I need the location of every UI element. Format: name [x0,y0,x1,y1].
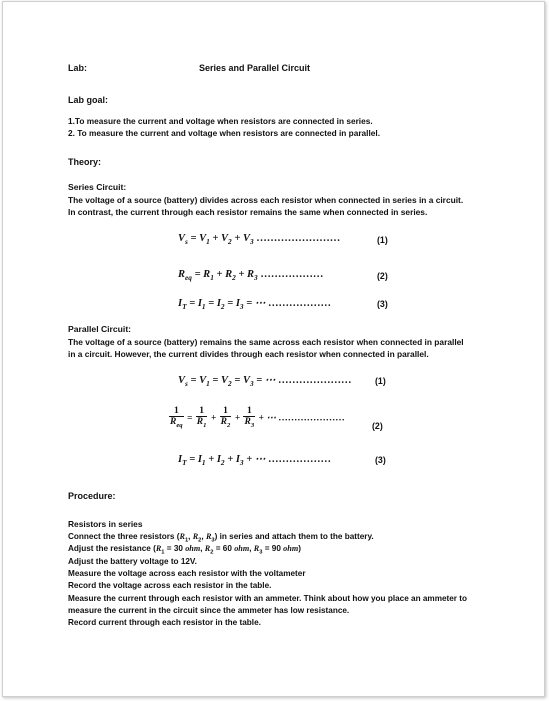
parallel-eq-1-number: (1) [375,376,386,386]
lab-goal-heading: Lab goal: [68,95,108,105]
procedure-subheading: Resistors in series [68,519,143,529]
procedure-step-5: Record the voltage across each resistor in the table. [68,581,272,590]
lab-label: Lab: [68,63,87,73]
goal-item-1: 1.To measure the current and voltage when resistors are connected in series. [68,116,373,126]
series-eq-1-number: (1) [377,235,388,245]
procedure-step-1: Connect the three resistors ($R_1$, $R_2$, $R_3$) in series and attach them to the battery. [68,532,374,544]
parallel-eq-3: $I_T = I_1 + I_2 + I_3$ + ⋯ ……………… [178,454,331,468]
series-eq-3: $I_T = I_1 = I_2 = I_3$ = ⋯ ……………… [178,298,331,312]
parallel-eq-3-number: (3) [375,455,386,465]
parallel-eq-1: $V_s = V_1 = V_2 = V_3$ = ⋯ ………………… [178,375,352,389]
parallel-eq-2-number: (2) [372,421,383,431]
series-eq-1: $V_s = V_1 + V_2 + V_3$ …………………… [178,233,341,247]
parallel-heading: Parallel Circuit: [68,324,132,334]
document-title: Series and Parallel Circuit [199,63,311,73]
procedure-step-3: Adjust the battery voltage to 12V. [68,557,197,566]
procedure-step-4: Measure the voltage across each resistor with the voltameter [68,569,306,578]
series-eq-3-number: (3) [377,299,388,309]
procedure-step-2: Adjust the resistance ($R_1 = 30$ ohm, $R_2 = 60$ ohm, $R_3 = 90$ ohm) [68,544,301,556]
series-heading: Series Circuit: [68,182,127,192]
procedure-heading: Procedure: [68,491,116,501]
series-text: The voltage of a source (battery) divides across each resistor when connected in series in a circuit. In contrast, the current through each resistor remains the same when connected in series. [68,195,464,218]
theory-heading: Theory: [68,157,102,167]
procedure-step-6: Measure the current through each resistor with an ammeter. Think about how you place an ammeter to measure the current in the circuit since the ammeter has low resistance. [68,594,467,615]
parallel-eq-2: $\frac{1}{R_{eq}}$ = $\frac{1}{R_1}$ + $\frac{1}{R_2}$ + $\frac{1}{R_3}$ + ⋯ ………………… [170,406,345,429]
goal-item-2: 2. To measure the current and voltage when resistors are connected in parallel. [68,128,381,138]
parallel-text: The voltage of a source (battery) remains the same across each resistor when connected in parallel in a circuit. However, the current divides through each resistor when connected in parallel. [68,337,464,360]
procedure-step-7: Record current through each resistor in the table. [68,618,261,627]
document-page [2,1,545,697]
series-eq-2-number: (2) [377,271,388,281]
series-eq-2: $R_{eq} = R_1 + R_2 + R_3$ ……………… [178,269,324,283]
